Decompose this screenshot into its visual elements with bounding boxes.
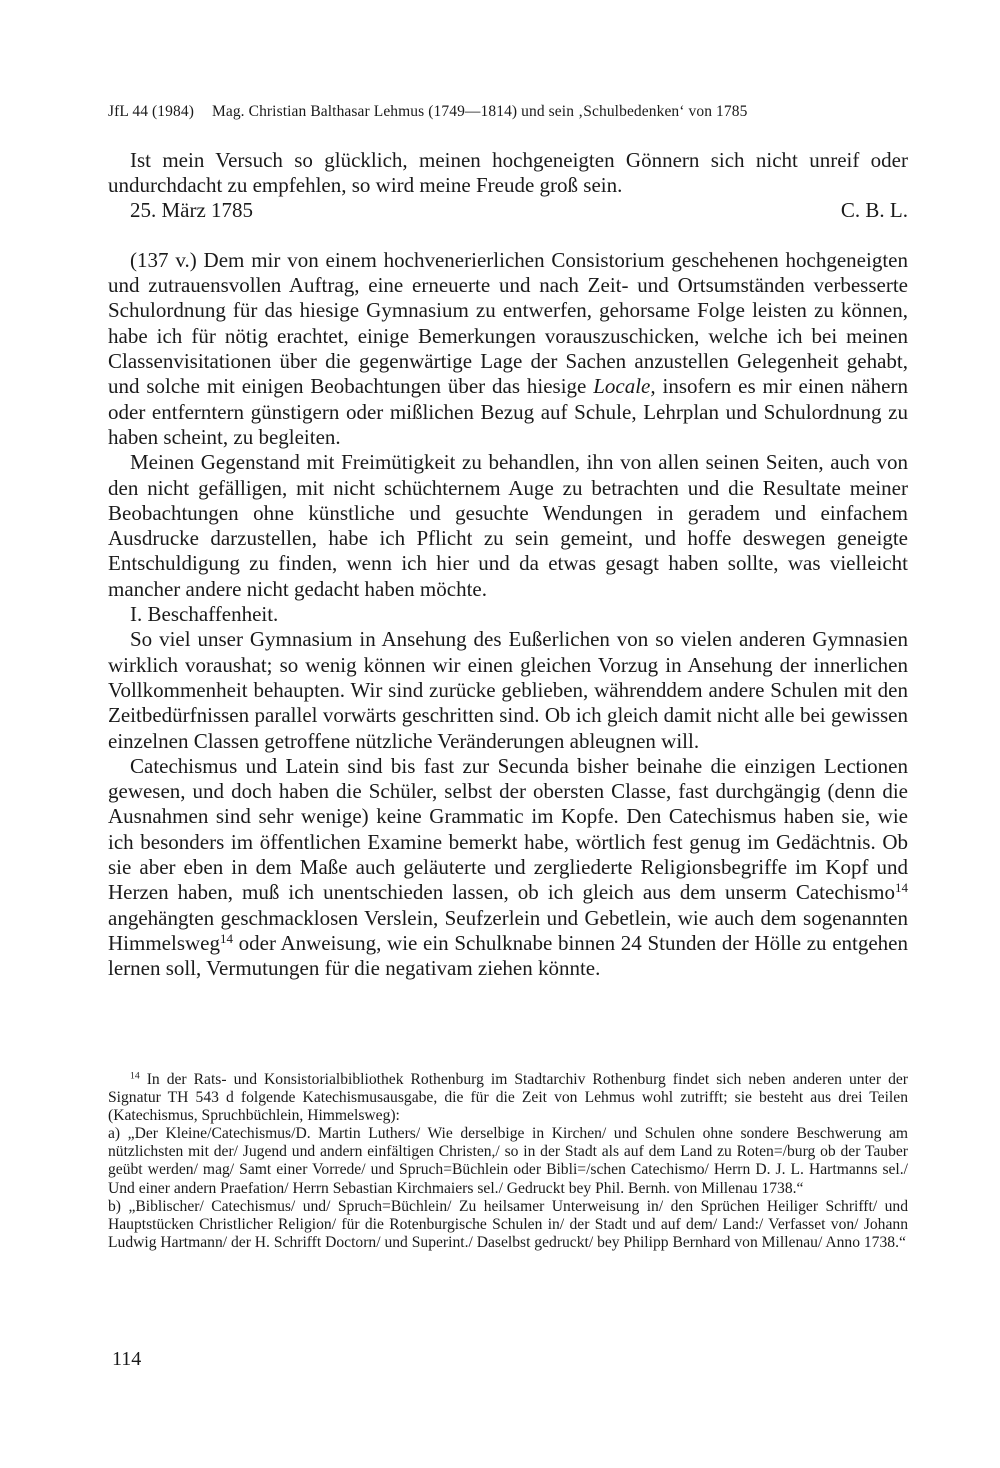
date: 25. März 1785 (130, 197, 254, 222)
footnote-number: 14 (130, 1070, 140, 1082)
footnote-ref[interactable]: 14 (894, 880, 908, 896)
paragraph-4-text-c: oder Anweisung, wie ein Schulknabe binnen 24 Stunden der Hölle zu entgehen lernen soll, Vermutungen für die negativam ziehen könnte. (108, 930, 908, 981)
journal-citation: JfL 44 (1984) (108, 103, 194, 120)
spacer (108, 223, 908, 248)
running-head (108, 103, 908, 121)
article-title: Mag. Christian Balthasar Lehmus (1749—1814) und sein ‚Schulbedenken‘ von 1785 (211, 103, 748, 120)
preface-paragraph: Ist mein Versuch so glücklich, meinen hochgeneigten Gönnern sich nicht unreif oder undurchdacht zu empfehlen, so wird meine Freude groß sein. (108, 148, 908, 198)
page-number: 114 (112, 1348, 142, 1370)
section-heading: I. Beschaffenheit. (130, 602, 279, 627)
paragraph-3: So viel unser Gymnasium in Ansehung des Eußerlichen von so vielen anderen Gymnasien wirklich voraushat; so wenig können wir einen gleichen Vorzug in Ansehung der innerlichen Vollkommenheit behaupten. Wir sind zurücke geblieben, währenddem andere Schulen mit den Zeitbedürfnissen parallel vorwärts geschritten sind. Ob ich gleich damit nicht alle bei gewissen einzelnen Classen getroffene nützliche Veränderungen ableugnen will. (108, 627, 908, 753)
paragraph-2: Meinen Gegenstand mit Freimütigkeit zu behandlen, ihn von allen seinen Seiten, auch von den nicht gefälligen, mit nicht schüchternem Auge zu betrachten und die Resultate meiner Beobachtungen ohne künstliche und gesuchte Wendungen in geradem und einfachem Ausdrucke darzustellen, habe ich Pflicht zu sein gemeint, und hoffe deswegen geneigte Entschuldigung zu finden, wenn ich hier und da etwas gesagt haben sollte, was vielleicht mancher andere nicht gedacht haben möchte. (108, 450, 908, 601)
footnote-intro-text: In der Rats- und Konsistorialbibliothek Rothenburg im Stadtarchiv Rothenburg findet sich neben anderen unter der Signatur TH 543 d folgende Katechismusausgabe, die für die Zeit von Lehmus wohl zutrifft; sie besteht aus drei Teilen (Katechismus, Spruchbüchlein, Himmelsweg): (108, 1071, 908, 1125)
paragraph-4-text-b: angehängten geschmacklosen Verslein, Seufzerlein und Gebetlein, wie auch dem sogenannten Himmelsweg (108, 905, 908, 955)
paragraph-1-text-b: insofern es mir einen nähern oder entferntern günstigern oder mißlichen Bezug auf Schule, Lehrplan und Schulordnung zu haben scheint, zu begleiten. (108, 374, 908, 449)
paragraph-1 (108, 248, 908, 450)
paragraph-1-italic: Locale, (593, 374, 656, 399)
footnote-intro (108, 1071, 908, 1125)
footnote-item-a: a) „Der Kleine/Catechismus/D. Martin Luthers/ Wie derselbige in Kirchen/ und Schulen ohne sondere Beschwerung am nützlichsten mit der/ Jugend und andern einfältigen Christen,/ so in der Stadt als auf dem Land zu Roten=/burg ob der Tauber geübt werden/ mag/ Samt einer Vorrede/ und Spruch=Büchlein oder Bibli=/schen Catechismo/ Herrn D. J. L. Hartmanns sel./ Und einer andern Praefation/ Herrn Sebastian Kirchmaiers sel./ Gedruckt bey Phil. Bernh. von Millenau 1738.“ (108, 1125, 908, 1197)
footnotes (108, 1071, 908, 1252)
paragraph-4-text-a: Catechismus und Latein sind bis fast zur Secunda bisher beinahe die einzigen Lectionen gewesen, und doch haben die Schüler, selbst der obersten Classe, fast durchgängig (denn die Ausnahmen sind sehr wenige) keine Grammatic im Kopfe. Den Catechismus haben sie, wie ich besonders im öffentlichen Examine bemerkt habe, wörtlich fest genug im Gedächtnis. Ob sie aber eben in dem Maße auch geläuterte und zergliederte Religionsbegriffe im Kopf und Herzen haben, muß ich unentschieden lassen, ob ich gleich aus dem unserm Catechismo (108, 753, 908, 905)
dateline (108, 198, 908, 223)
paragraph-4 (108, 754, 908, 982)
footnote-ref[interactable]: 14 (219, 930, 233, 946)
paragraph-1-text-a: (137 v.) Dem mir von einem hochvenerierlichen Consistorium geschehenen hochgeneigten und zutrauensvollen Auftrag, eine erneuerte und nach Zeit- und Ortsumständen verbesserte Schulordnung für das hiesige Gymnasium zu entwerfen, gehorsame Folge leisten zu können, habe ich für nötig erachtet, einige Bemerkungen vorauszuschicken, welche ich bei meinen Classenvisitationen über die gegenwärtige Lage der Sachen anzustellen Gelegenheit gehabt, und solche mit einigen Beobachtungen über das hiesige (108, 247, 908, 399)
main-text (108, 148, 908, 982)
footnote-item-b: b) „Biblischer/ Catechismus/ und/ Spruch=Büchlein/ Zu heilsamer Unterweisung in/ den Sprüchen Heiliger Schrifft/ und Hauptstücken Christlicher Religion/ für die Rotenburgische Schulen in/ der Stadt und auf dem/ Land:/ Verfasset von/ Johann Ludwig Hartmann/ der H. Schrifft Doctorn/ und Superint./ Daselbst gedruckt/ bey Philipp Bernhard von Millenau/ Anno 1738.“ (108, 1197, 908, 1251)
signature: C. B. L. (840, 197, 908, 222)
